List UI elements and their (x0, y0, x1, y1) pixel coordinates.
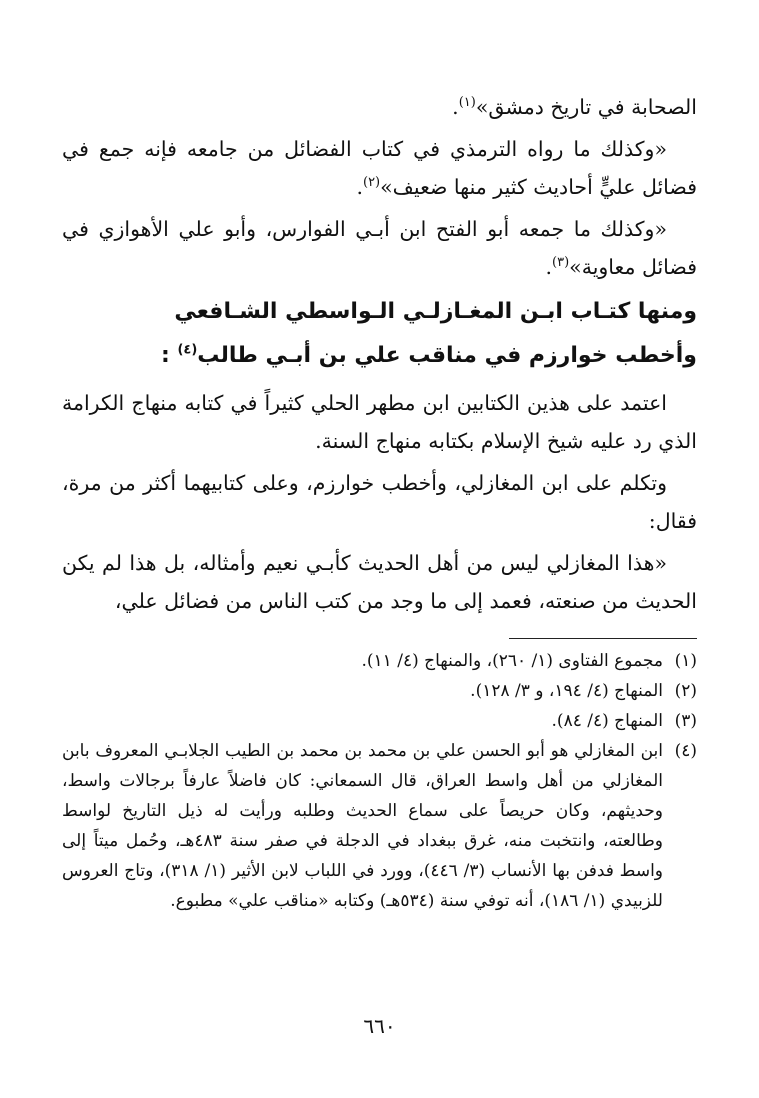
footnote-text: المنهاج (٤/ ١٩٤، و ٣/ ١٢٨). (470, 681, 663, 701)
footnote-number: (٤) (674, 741, 697, 761)
paragraph-2 (62, 130, 697, 206)
paragraph-2-end: . (356, 175, 363, 199)
section-heading-colon: : (160, 343, 170, 368)
footnote-2 (62, 676, 697, 706)
footnote-ref-3: (٣) (552, 255, 570, 271)
section-heading-line-2 (62, 334, 697, 378)
footnote-text: مجموع الفتاوى (١/ ٢٦٠)، والمنهاج (٤/ ١١). (361, 651, 663, 671)
footnote-3 (62, 706, 697, 736)
footnote-number: (٢) (674, 681, 697, 701)
footnote-text: المنهاج (٤/ ٨٤). (551, 711, 663, 731)
paragraph-1-end: . (452, 95, 459, 119)
footnote-separator (509, 638, 697, 639)
footnote-number: (٣) (674, 711, 697, 731)
footnote-number: (١) (674, 651, 697, 671)
footnote-ref-2: (٢) (362, 175, 381, 191)
paragraph-6: «هذا المغازلي ليس من أهل الحديث كأبـي نعيم وأمثاله، بل هذا لم يكن الحديث من صنعته، فعمد إلى ما وجد من كتب الناس من فضائل علي، (62, 551, 697, 613)
footnote-ref-4: (٤) (177, 342, 198, 358)
footnote-1 (62, 646, 697, 676)
footnote-4 (62, 736, 697, 916)
section-heading-line-1: ومنها كتـاب ابـن المغـازلـي الـواسطي الشـافعي (174, 299, 697, 324)
paragraph-3 (62, 210, 697, 286)
paragraph-3-text: «وكذلك ما جمعه أبو الفتح ابن أبـي الفوارس، وأبو علي الأهوازي في فضائل معاوية» (62, 217, 697, 279)
footnote-ref-1: (١) (458, 95, 476, 111)
section-heading (62, 290, 697, 378)
paragraph-1 (62, 88, 697, 126)
page-number: ٦٦٠ (363, 1014, 396, 1038)
footnote-text: ابن المغازلي هو أبو الحسن علي بن محمد بن محمد بن الطيب الجلابـي المعروف بابن المغازلي من أهل واسط العراق، قال السمعاني: كان فاضلاً عارفاً برجالات واسط، وحديثهم، وكان حريصاً على سماع الحديث وطلبه ورأيت له ذيل التاريخ لواسط وطالعته، وانتخبت منه، غرق ببغداد في الدجلة في صفر سنة ٤٨٣هـ، وحُمل ميتاً إلى واسط فدفن بها الأنساب (٣/ ٤٤٦)، وورد في اللباب لابن الأثير (١/ ٣١٨)، وتاج العروس للزبيدي (١/ ١٨٦)، أنه توفي سنة (٥٣٤هـ) وكتابه «مناقب علي» مطبوع. (62, 741, 663, 911)
paragraph-3-end: . (545, 255, 553, 279)
paragraph-2-text: «وكذلك ما رواه الترمذي في كتاب الفضائل من جامعه فإنه جمع في فضائل عليٍّ أحاديث كثير منها ضعيف» (62, 137, 697, 199)
paragraph-4: اعتمد على هذين الكتابين ابن مطهر الحلي كثيراً في كتابه منهاج الكرامة الذي رد عليه شيخ الإسلام بكتابه منهاج السنة. (62, 391, 697, 453)
section-heading-line-2-text: وأخطب خوارزم في مناقب علي بن أبـي طالب (197, 343, 697, 368)
paragraph-1-text: الصحابة في تاريخ دمشق» (475, 95, 697, 119)
paragraph-5: وتكلم على ابن المغازلي، وأخطب خوارزم، وعلى كتابيهما أكثر من مرة، فقال: (62, 471, 697, 533)
main-text (62, 88, 697, 624)
footnotes (62, 646, 697, 916)
